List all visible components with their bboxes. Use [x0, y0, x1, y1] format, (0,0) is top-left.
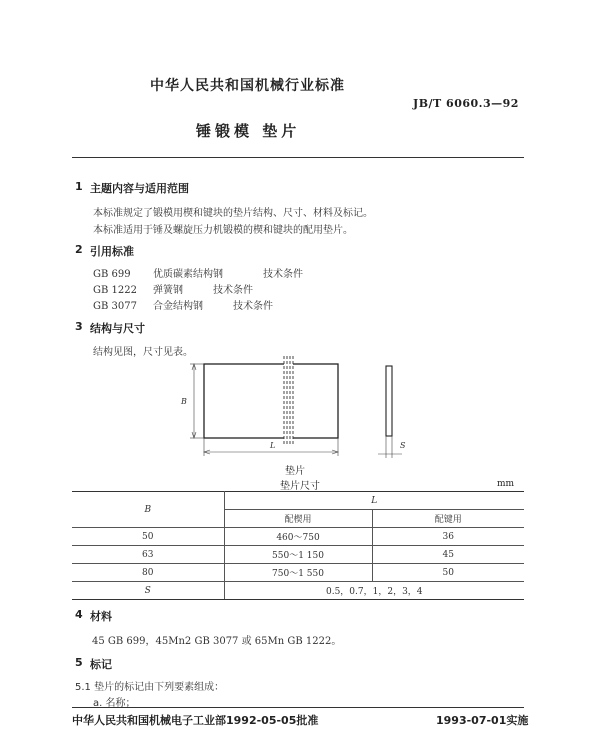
section-2-title: 引用标准 [90, 245, 134, 258]
table-row [72, 528, 524, 546]
section-1-title: 主题内容与适用范围 [90, 182, 189, 195]
dim-s-label: S [400, 441, 406, 450]
table-row [72, 582, 524, 600]
section-1-para-1: 本标准规定了锻模用楔和键块的垫片结构、尺寸、材料及标记。 [93, 208, 373, 219]
ref-code: GB 699 [93, 269, 131, 280]
cell-s-values: 0.5，0.7，1，2，3，4 [224, 582, 524, 600]
ref-name: 合金结构钢 [153, 301, 203, 312]
header-b: B [72, 492, 224, 528]
dim-l-label: L [270, 441, 276, 450]
cell-wedge: 460～750 [224, 528, 372, 546]
cell-b: 80 [72, 564, 224, 582]
shim-drawing [170, 350, 430, 462]
section-2-number: 2 [75, 243, 83, 256]
shim-side-view [386, 366, 392, 436]
table-row [72, 546, 524, 564]
ref-standard-row [93, 297, 273, 312]
standard-body-title: 中华人民共和国机械行业标准 [150, 78, 345, 94]
break-gap [284, 358, 293, 448]
section-3-number: 3 [75, 320, 83, 333]
header-wedge: 配楔用 [224, 510, 372, 528]
cell-key: 36 [372, 528, 524, 546]
section-5-number: 5 [75, 656, 83, 669]
ref-cond: 技术条件 [263, 269, 303, 280]
section-3-para: 结构见图，尺寸见表。 [93, 347, 193, 358]
section-3-title: 结构与尺寸 [90, 322, 145, 335]
cell-s-label: S [72, 582, 224, 600]
ref-name: 优质碳素结构钢 [153, 269, 223, 280]
section-5-item-a: a. 名称； [93, 698, 136, 709]
shim-plate-outline [204, 364, 338, 438]
figure-caption: 垫片 [285, 466, 305, 477]
ref-cond: 技术条件 [213, 285, 253, 296]
effective-date: 1993-07-01实施 [436, 714, 529, 727]
table-row [72, 564, 524, 582]
section-4-title: 材料 [90, 610, 112, 623]
section-4-para: 45 GB 699，45Mn2 GB 3077 或 65Mn GB 1222。 [92, 636, 342, 647]
issuer-approval: 中华人民共和国机械电子工业部1992-05-05批准 [72, 714, 319, 727]
ref-standard-row [93, 265, 303, 280]
section-1-para-2: 本标准适用于锤及螺旋压力机锻模的楔和键块的配用垫片。 [93, 225, 353, 236]
cell-b: 63 [72, 546, 224, 564]
cell-b: 50 [72, 528, 224, 546]
header-l: L [224, 492, 524, 510]
cell-wedge: 550～1 150 [224, 546, 372, 564]
standard-code: JB/T 6060.3—92 [413, 97, 519, 110]
section-1-number: 1 [75, 180, 83, 193]
ref-cond: 技术条件 [233, 301, 273, 312]
table-caption: 垫片尺寸 [280, 481, 320, 492]
cell-key: 50 [372, 564, 524, 582]
shim-size-table [72, 491, 524, 600]
dim-b-label: B [181, 397, 187, 406]
document-title: 锤锻模 垫片 [196, 122, 301, 140]
header-rule [72, 157, 524, 158]
ref-code: GB 1222 [93, 285, 137, 296]
cell-wedge: 750～1 550 [224, 564, 372, 582]
ref-name: 弹簧钢 [153, 285, 183, 296]
ref-standard-row [93, 281, 253, 296]
cell-key: 45 [372, 546, 524, 564]
header-key: 配键用 [372, 510, 524, 528]
ref-code: GB 3077 [93, 301, 137, 312]
section-4-number: 4 [75, 608, 83, 621]
table-unit: mm [497, 479, 515, 489]
section-5-1: 5.1 垫片的标记由下列要素组成： [75, 682, 225, 693]
footer-rule [72, 707, 524, 708]
section-5-title: 标记 [90, 658, 112, 671]
